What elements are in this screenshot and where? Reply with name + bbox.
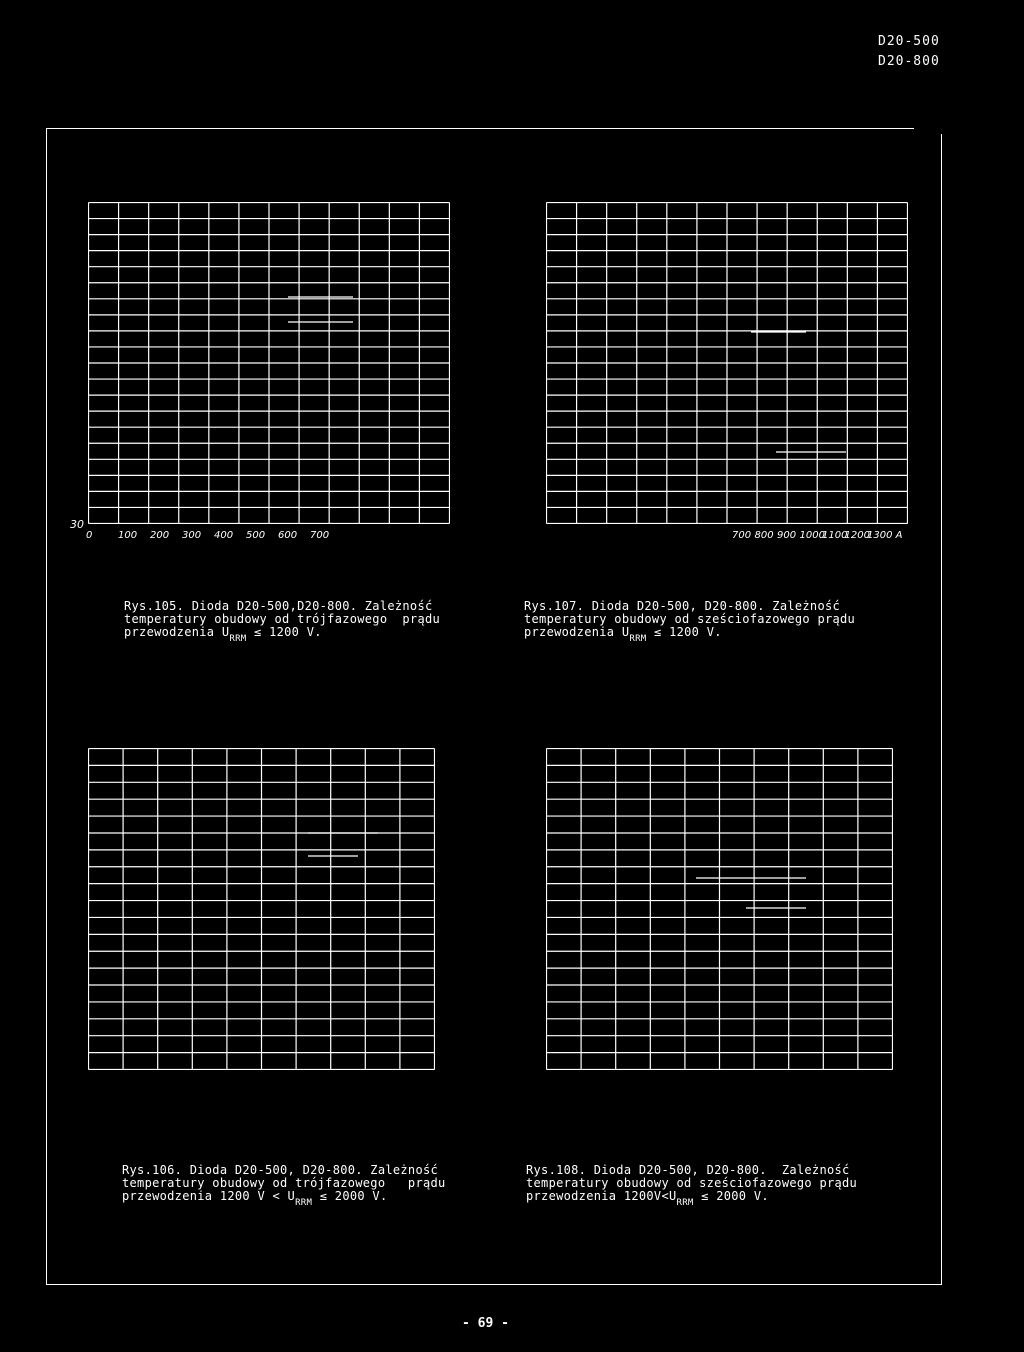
caption-line: Rys.107. Dioda D20-500, D20-800. Zależność xyxy=(524,599,841,613)
x-tick-label: 600 xyxy=(278,530,298,541)
caption-line: ≤ 1200 V. xyxy=(246,625,322,639)
caption-line: Rys.106. Dioda D20-500, D20-800. Zależność xyxy=(122,1163,439,1177)
page-number: - 69 - xyxy=(462,1316,509,1331)
caption-fig108 xyxy=(526,1163,858,1208)
caption-subscript: RRM xyxy=(295,1198,313,1208)
caption-line: temperatury obudowy od sześciofazowego prądu xyxy=(524,612,856,626)
header-code-1: D20-500 xyxy=(878,34,940,49)
caption-line: Rys.105. Dioda D20-500,D20-800. Zależność xyxy=(124,599,433,613)
x-tick-label: 300 xyxy=(182,530,202,541)
caption-subscript: RRM xyxy=(676,1198,694,1208)
x-tick-label: 800 xyxy=(754,530,774,541)
caption-subscript: RRM xyxy=(629,634,647,644)
frame-bottom xyxy=(46,1284,942,1285)
grid-fig107 xyxy=(546,202,908,524)
caption-line: ≤ 1200 V. xyxy=(646,625,722,639)
caption-subscript: RRM xyxy=(229,634,247,644)
x-tick-label: 100 xyxy=(118,530,138,541)
frame-right xyxy=(941,134,942,1284)
chart-fig107 xyxy=(546,202,908,524)
x-tick-label: 1000 xyxy=(799,530,825,541)
caption-line: Rys.108. Dioda D20-500, D20-800. Zależność xyxy=(526,1163,850,1177)
x-tick-label: 700 xyxy=(310,530,330,541)
chart-fig108 xyxy=(546,748,893,1070)
chart-fig106 xyxy=(88,748,435,1070)
frame-top xyxy=(46,128,914,129)
caption-line: ≤ 2000 V. xyxy=(693,1189,769,1203)
caption-line: temperatury obudowy od trójfazowego prądu xyxy=(124,612,441,626)
x-tick-label: 400 xyxy=(214,530,234,541)
x-tick-label: 0 xyxy=(86,530,93,541)
x-tick-label: 1200 xyxy=(844,530,870,541)
caption-fig105 xyxy=(124,599,441,644)
caption-line: temperatury obudowy od trójfazowego prądu xyxy=(122,1176,446,1190)
y-tick-30: 30 xyxy=(70,518,84,531)
caption-line: przewodzenia U xyxy=(124,625,230,639)
grid-fig106 xyxy=(88,748,435,1070)
grid-fig108 xyxy=(546,748,893,1070)
caption-fig107 xyxy=(524,599,856,644)
x-tick-label: 500 xyxy=(246,530,266,541)
caption-line: ≤ 2000 V. xyxy=(312,1189,388,1203)
header-code-2: D20-800 xyxy=(878,54,940,69)
caption-fig106 xyxy=(122,1163,446,1208)
caption-line: przewodzenia 1200 V < U xyxy=(122,1189,296,1203)
caption-line: temperatury obudowy od sześciofazowego prądu xyxy=(526,1176,858,1190)
grid-fig105 xyxy=(88,202,450,524)
x-tick-label: 1100 xyxy=(822,530,848,541)
x-tick-label: 700 xyxy=(732,530,752,541)
caption-line: przewodzenia 1200V<U xyxy=(526,1189,677,1203)
frame-left xyxy=(46,128,47,1285)
chart-fig105 xyxy=(88,202,450,524)
x-tick-label: 900 xyxy=(777,530,797,541)
x-tick-label: 1300 A xyxy=(867,530,903,541)
caption-line: przewodzenia U xyxy=(524,625,630,639)
x-tick-label: 200 xyxy=(150,530,170,541)
